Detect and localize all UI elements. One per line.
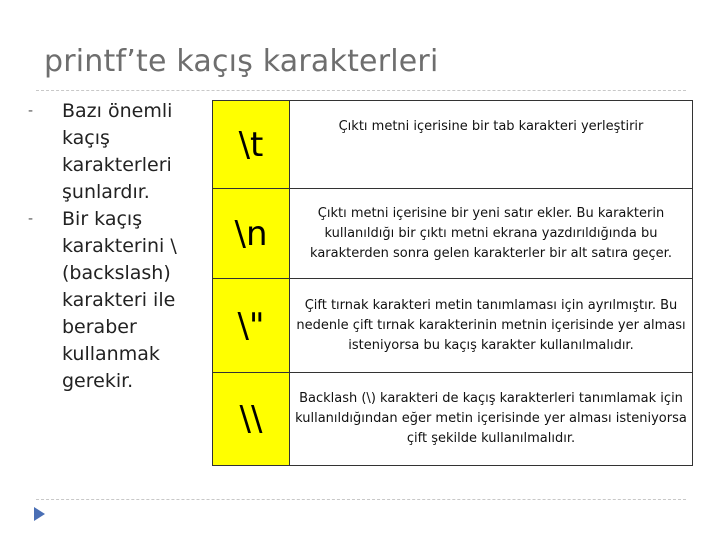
title-divider (36, 90, 686, 91)
table-row (213, 189, 693, 279)
escape-description-cell: Backlash (\) karakteri de kaçış karakterleri tanımlamak için kullanıldığından eğer metin içerisinde yer alması isteniyorsa çift şekilde kullanılmalıdır. (290, 373, 693, 466)
escape-description-cell: Çıktı metni içerisine bir tab karakteri yerleştirir (290, 101, 693, 189)
slide-title: printf’te kaçış karakterleri (44, 44, 439, 79)
table-row (213, 101, 693, 189)
bullet-item (28, 98, 198, 206)
table-row (213, 373, 693, 466)
table-row (213, 279, 693, 373)
bullet-text: Bazı önemli kaçış karakterleri şunlardır. (62, 100, 173, 203)
escape-description-cell: Çift tırnak karakteri metin tanımlaması için ayrılmıştır. Bu nedenle çift tırnak karakterinin metnin içerisinde yer alması isteniyorsa bu kaçış karakter kullanılmalıdır. (290, 279, 693, 373)
escape-description-cell: Çıktı metni içerisine bir yeni satır ekler. Bu karakterin kullanıldığı bir çıktı metni ekrana yazdırıldığında bu karakterden sonra gelen karakterler bir alt satıra geçer. (290, 189, 693, 279)
bullet-text: Bir kaçış karakterini \ (backslash) karakteri ile beraber kullanmak gerekir. (62, 208, 177, 392)
next-slide-arrow-icon[interactable] (34, 507, 45, 521)
bullet-list (28, 98, 198, 395)
footer-divider (36, 499, 686, 500)
bullet-marker: - (28, 103, 34, 119)
escape-code-cell: \" (213, 279, 290, 373)
bullet-item (28, 206, 198, 395)
bullet-marker: - (28, 211, 34, 227)
escape-code-cell: \t (213, 101, 290, 189)
escape-characters-table (212, 100, 693, 466)
escape-code-cell: \n (213, 189, 290, 279)
escape-code-cell: \\ (213, 373, 290, 466)
